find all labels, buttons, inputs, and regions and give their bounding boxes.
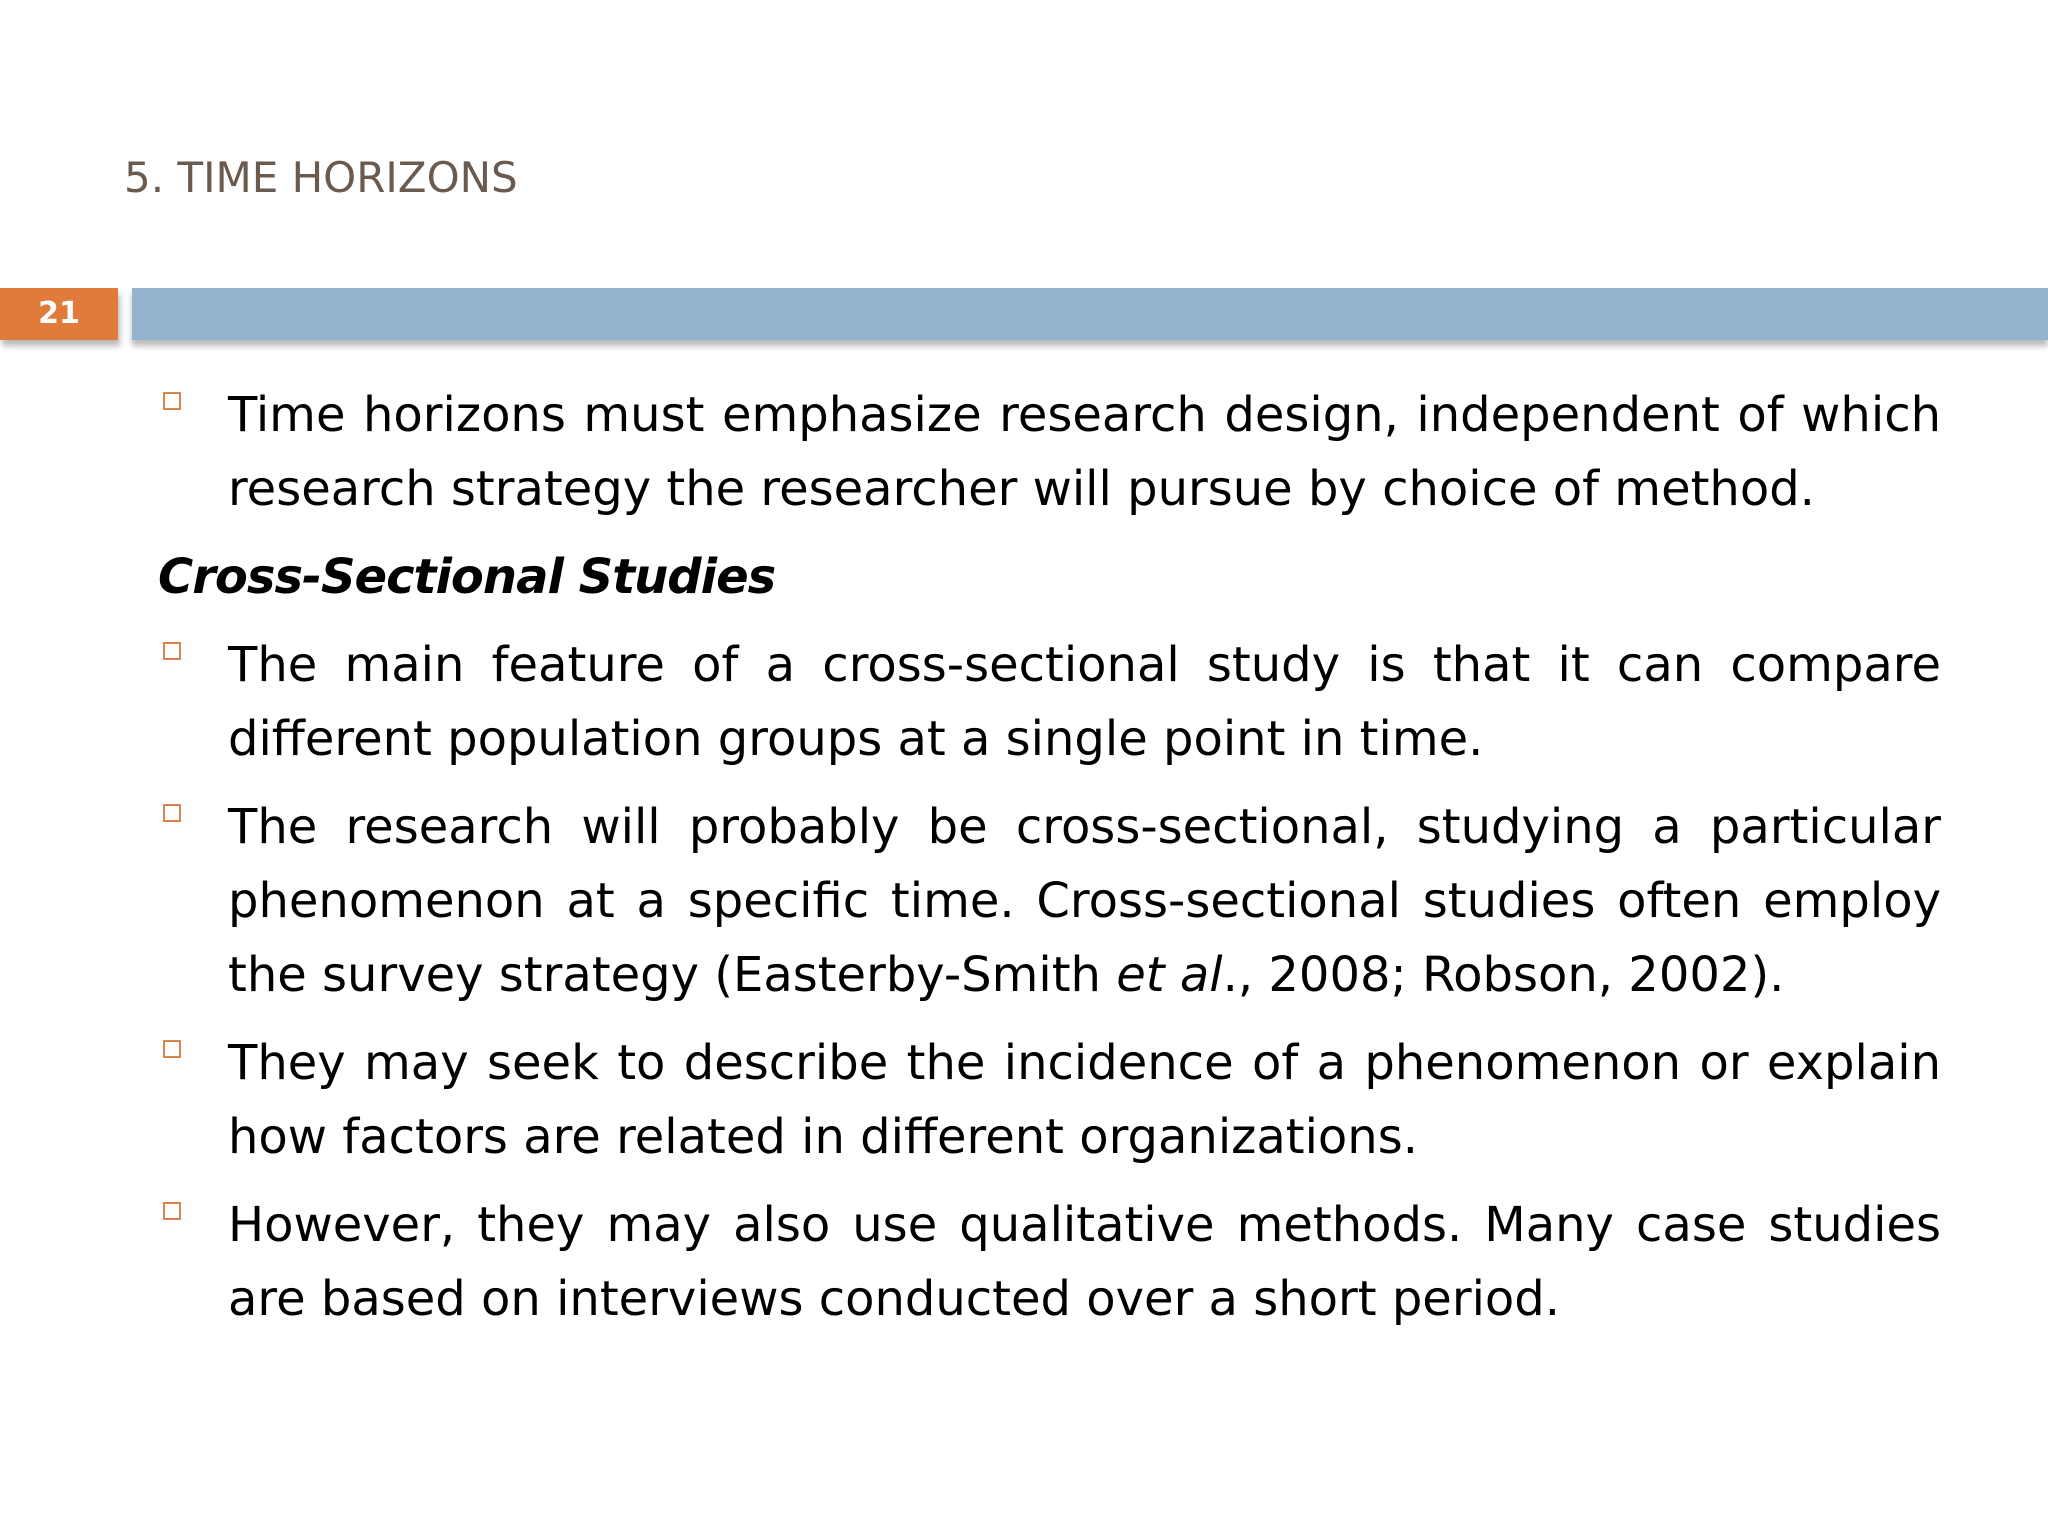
bullet-text <box>228 799 1941 1003</box>
hollow-square-bullet-icon <box>163 1040 181 1058</box>
header-bar <box>132 288 2048 340</box>
section-subheading: Cross-Sectional Studies <box>158 549 776 605</box>
bullet-item <box>158 790 1941 1012</box>
bullet-item <box>158 1026 1941 1174</box>
citation-italic: et al <box>1116 947 1223 1003</box>
bullet-item <box>158 1188 1941 1336</box>
hollow-square-bullet-icon <box>163 392 181 410</box>
bullet-text-part: The research will probably be cross-sectional, studying a particular phenomenon at a specific time. Cross-sectional studies often employ the survey strategy (Easterby-Smith <box>228 799 1941 1003</box>
hollow-square-bullet-icon <box>163 804 181 822</box>
hollow-square-bullet-icon <box>163 642 181 660</box>
slide-title: 5. TIME HORIZONS <box>124 153 518 202</box>
slide-number-badge: 21 <box>0 288 118 340</box>
slide-content <box>158 378 1941 1350</box>
bullet-item <box>158 628 1941 776</box>
bullet-text-part: ., 2008; Robson, 2002). <box>1222 947 1785 1003</box>
hollow-square-bullet-icon <box>163 1202 181 1220</box>
bullet-text: The main feature of a cross-sectional study is that it can compare different population groups at a single point in time. <box>228 637 1941 767</box>
bullet-text: Time horizons must emphasize research design, independent of which research strategy the researcher will pursue by choice of method. <box>228 387 1941 517</box>
bullet-text: They may seek to describe the incidence of a phenomenon or explain how factors are related in different organizations. <box>228 1035 1941 1165</box>
bullet-item <box>158 378 1941 526</box>
bullet-text: However, they may also use qualitative methods. Many case studies are based on interviews conducted over a short period. <box>228 1197 1941 1327</box>
